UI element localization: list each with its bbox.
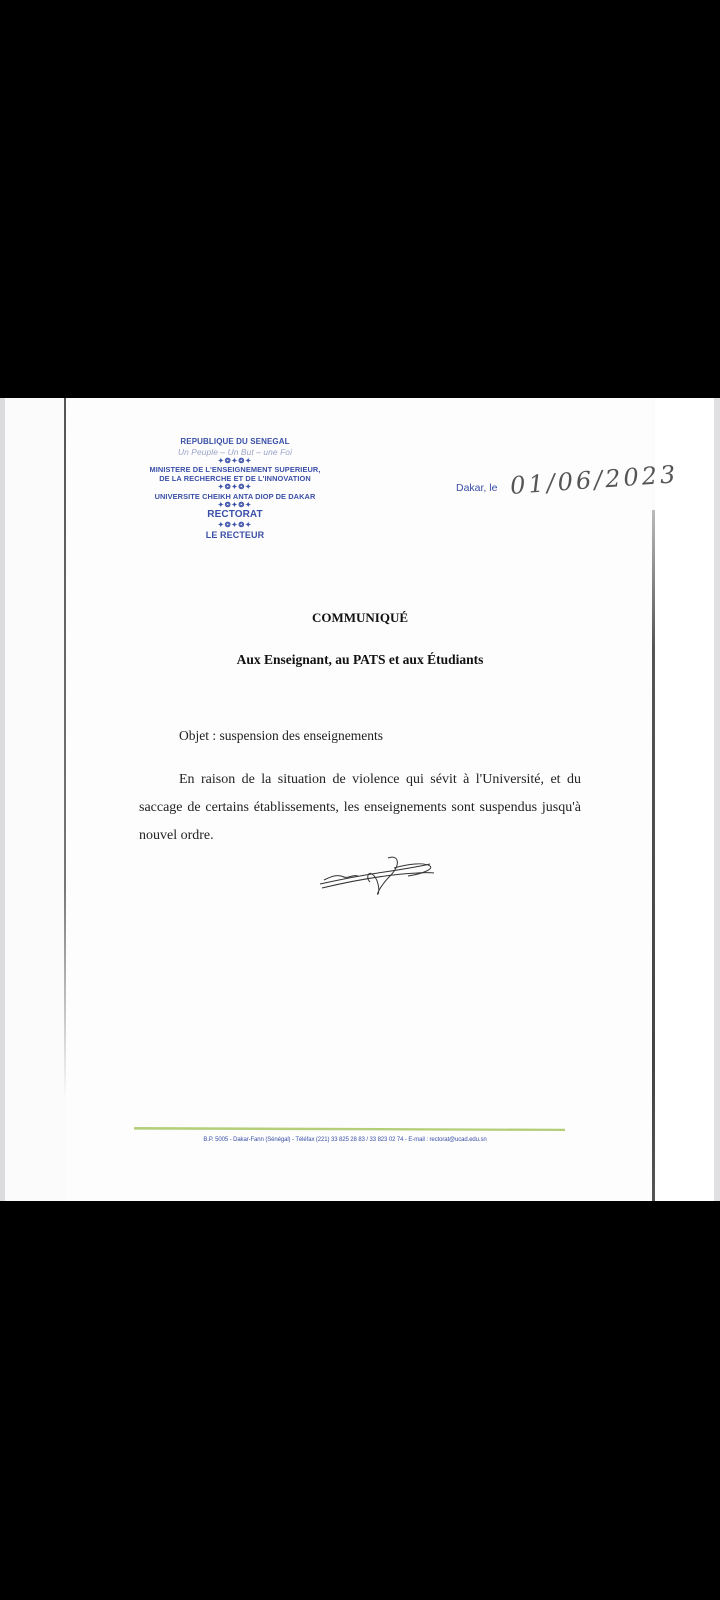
left-edge-strip bbox=[0, 398, 5, 1201]
letterhead-ministry-line2: DE LA RECHERCHE ET DE L'INNOVATION bbox=[159, 474, 311, 484]
letterhead-ministry-line1: MINISTERE DE L'ENSEIGNEMENT SUPERIEUR, bbox=[149, 465, 321, 475]
ornament-icon: ✦❂✦❂✦ bbox=[217, 501, 253, 509]
body-paragraph: En raison de la situation de violence qui sévit à l'Université, et du saccage de certains établissements, les enseignements sont suspendus jusqu'à nouvel ordre. bbox=[139, 772, 581, 843]
right-edge-strip bbox=[714, 398, 720, 1201]
ornament-icon: ✦❂✦❂✦ bbox=[217, 484, 253, 492]
document-title: COMMUNIQUÉ bbox=[311, 610, 409, 625]
date-label: Dakar, le bbox=[456, 482, 498, 494]
letterhead-motto: Un Peuple – Un But – une Foi bbox=[177, 446, 293, 457]
letterhead bbox=[140, 438, 330, 541]
handwritten-date: 01/06/2023 bbox=[509, 460, 680, 500]
footer-contact: B.P. 5005 - Dakar-Fann (Sénégal) - Téléfax (221) 33 825 28 83 / 33 823 02 74 - E-mail : rectorat@ucad.edu.sn bbox=[203, 1137, 487, 1143]
footer-divider bbox=[134, 1127, 565, 1131]
object-line: Objet : suspension des enseignements bbox=[179, 728, 383, 743]
document-photo bbox=[0, 398, 720, 1201]
ornament-icon: ✦❂✦❂✦ bbox=[217, 521, 253, 529]
addressee-line: Aux Enseignant, au PATS et aux Étudiants bbox=[236, 652, 484, 667]
letterhead-university: UNIVERSITE CHEIKH ANTA DIOP DE DAKAR bbox=[154, 491, 316, 501]
paper-left-edge bbox=[64, 398, 66, 1098]
right-margin-area bbox=[655, 398, 714, 1201]
letterhead-office: RECTORAT bbox=[207, 509, 263, 521]
letterhead-country: REPUBLIQUE DU SENEGAL bbox=[180, 437, 290, 446]
signature-icon bbox=[318, 856, 436, 898]
ornament-icon: ✦❂✦❂✦ bbox=[217, 457, 253, 465]
letterhead-signatory: LE RECTEUR bbox=[205, 529, 265, 540]
